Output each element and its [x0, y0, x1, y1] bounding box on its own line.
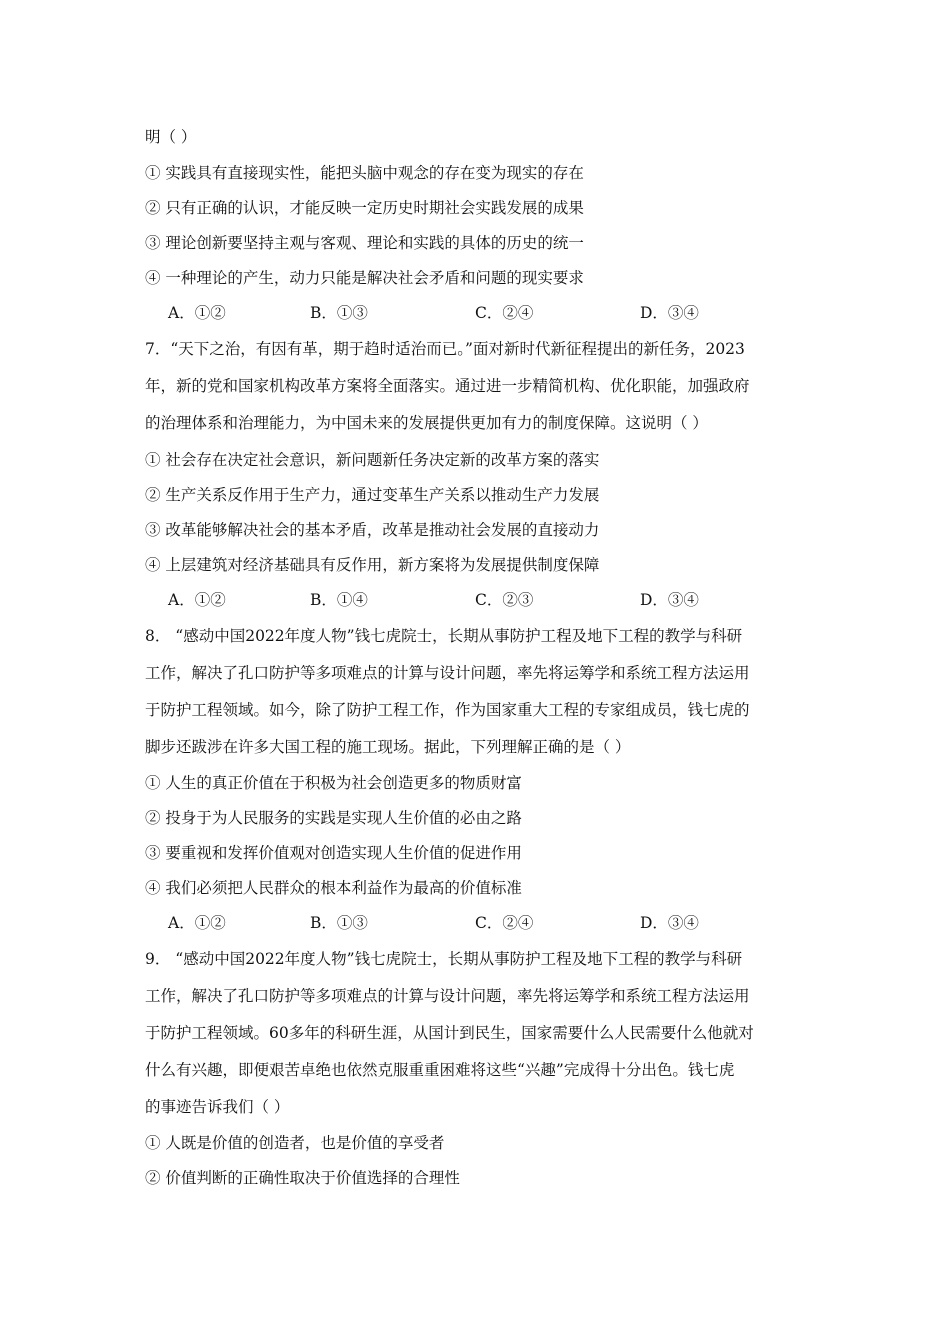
q9-stem-line-3: 于防护工程领域。60多年的科研生涯，从国计到民生，国家需要什么人民需要什么他就对: [145, 1024, 754, 1042]
q9-stem-line-1: 9． “感动中国2022年度人物”钱七虎院士，长期从事防护工程及地下工程的教学与科研: [145, 950, 743, 968]
q8-stem-line-4: 脚步还跋涉在许多大国工程的施工现场。据此，下列理解正确的是（ ）: [145, 738, 631, 756]
q8-option-b: B．①③: [310, 914, 368, 932]
q8-option-d: D．③④: [640, 914, 699, 932]
q8-stem-line-2: 工作，解决了孔口防护等多项难点的计算与设计问题，率先将运筹学和系统工程方法运用: [145, 664, 750, 682]
q9-stem-line-5: 的事迹告诉我们（ ）: [145, 1098, 290, 1116]
q8-option-c: C．②④: [475, 914, 534, 932]
q8-stem-line-1: 8． “感动中国2022年度人物”钱七虎院士，长期从事防护工程及地下工程的教学与科研: [145, 627, 743, 645]
q8-item-1: ① 人生的真正价值在于积极为社会创造更多的物质财富: [145, 774, 522, 792]
q9-item-2: ② 价值判断的正确性取决于价值选择的合理性: [145, 1169, 460, 1187]
q7-item-1: ① 社会存在决定社会意识，新问题新任务决定新的改革方案的落实: [145, 451, 600, 469]
q7-option-c: C．②③: [475, 591, 534, 609]
q7-item-3: ③ 改革能够解决社会的基本矛盾，改革是推动社会发展的直接动力: [145, 521, 600, 539]
q6-item-3: ③ 理论创新要坚持主观与客观、理论和实践的具体的历史的统一: [145, 234, 584, 252]
q8-item-3: ③ 要重视和发挥价值观对创造实现人生价值的促进作用: [145, 844, 522, 862]
q7-option-a: A．①②: [168, 591, 226, 609]
q6-option-b: B．①③: [310, 304, 368, 322]
q6-option-c: C．②④: [475, 304, 534, 322]
q6-option-a: A．①②: [168, 304, 226, 322]
q6-item-2: ② 只有正确的认识，才能反映一定历史时期社会实践发展的成果: [145, 199, 584, 217]
q7-item-4: ④ 上层建筑对经济基础具有反作用，新方案将为发展提供制度保障: [145, 556, 600, 574]
q7-stem-line-2: 年，新的党和国家机构改革方案将全面落实。通过进一步精简机构、优化职能，加强政府: [145, 377, 750, 395]
q8-stem-line-3: 于防护工程领域。如今，除了防护工程工作，作为国家重大工程的专家组成员，钱七虎的: [145, 701, 750, 719]
q7-stem-line-1: 7．“天下之治，有因有革，期于趋时适治而已。”面对新时代新征程提出的新任务，2023: [145, 340, 745, 358]
q7-option-d: D．③④: [640, 591, 699, 609]
q8-option-a: A．①②: [168, 914, 226, 932]
q8-item-4: ④ 我们必须把人民群众的根本利益作为最高的价值标准: [145, 879, 522, 897]
q9-stem-line-4: 什么有兴趣，即便艰苦卓绝也依然克服重重困难将这些“兴趣”完成得十分出色。钱七虎: [145, 1061, 735, 1079]
q6-item-1: ① 实践具有直接现实性，能把头脑中观念的存在变为现实的存在: [145, 164, 584, 182]
q9-stem-line-2: 工作，解决了孔口防护等多项难点的计算与设计问题，率先将运筹学和系统工程方法运用: [145, 987, 750, 1005]
q9-item-1: ① 人既是价值的创造者，也是价值的享受者: [145, 1134, 445, 1152]
q7-stem-line-3: 的治理体系和治理能力，为中国未来的发展提供更加有力的制度保障。这说明（ ）: [145, 414, 708, 432]
q6-stem-tail: 明（ ）: [145, 128, 197, 146]
q6-option-d: D．③④: [640, 304, 699, 322]
q8-item-2: ② 投身于为人民服务的实践是实现人生价值的必由之路: [145, 809, 522, 827]
q7-item-2: ② 生产关系反作用于生产力，通过变革生产关系以推动生产力发展: [145, 486, 600, 504]
q7-option-b: B．①④: [310, 591, 368, 609]
q6-item-4: ④ 一种理论的产生，动力只能是解决社会矛盾和问题的现实要求: [145, 269, 584, 287]
